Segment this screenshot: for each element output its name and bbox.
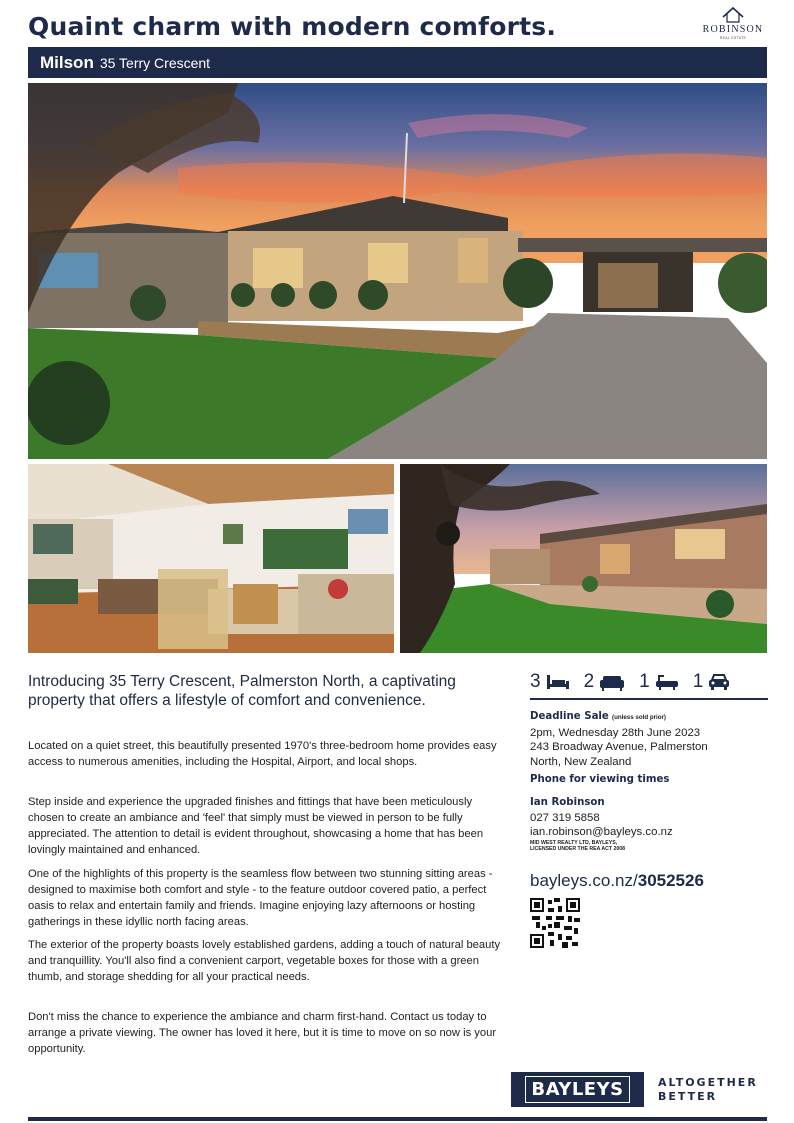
brand-tagline-line1: ALTOGETHER [658, 1076, 758, 1089]
suburb-name: Milson [40, 52, 94, 72]
car-icon [708, 673, 730, 691]
agent-phone[interactable]: 027 319 5858 [530, 811, 600, 824]
house-logo-icon [722, 6, 744, 24]
robinson-logo [694, 6, 772, 42]
description-paragraph: Don't miss the chance to experience the ambiance and charm first-hand. Contact us today to arrange a private viewing. The owner has loved it here, but it is time to move on so now is your opportunity. [28, 1011, 497, 1055]
lounges-count: 2 [583, 671, 595, 692]
sale-time: 2pm, Wednesday 28th June 2023 [530, 726, 701, 739]
qr-code-icon[interactable] [530, 898, 580, 948]
sofa-icon [599, 673, 625, 691]
feature-carparks [693, 671, 731, 693]
sale-address-line2: North, New Zealand [530, 755, 632, 768]
bayleys-logo [511, 1072, 644, 1107]
logo-wordmark: ROBINSON [702, 24, 764, 35]
feature-bathrooms [639, 671, 679, 693]
sale-method: Deadline Sale [530, 711, 609, 722]
address-bar [28, 47, 767, 78]
exterior-front-photo [28, 83, 767, 459]
feature-lounges [584, 671, 626, 693]
bed-icon [546, 673, 570, 691]
sale-details [530, 709, 708, 769]
listing-id: 3052526 [637, 871, 704, 890]
street-address: 35 Terry Crescent [99, 54, 211, 71]
intro-heading: Introducing 35 Terry Crescent, Palmerston North, a captivating property that offers a lifestyle of comfort and convenience. [28, 673, 456, 709]
agent-email[interactable]: ian.robinson@bayleys.co.nz [530, 826, 673, 838]
description-paragraph: The exterior of the property boasts lovely established gardens, adding a touch of natural beauty and tranquillity. You'll also find a convenient carport, vegetable boxes for those with a green thumb, and storage shedding for all your practical needs. [28, 939, 501, 983]
license-line2: LICENSED UNDER THE REA ACT 2008 [530, 846, 626, 852]
agent-details [530, 796, 673, 853]
viewing-note: Phone for viewing times [530, 774, 670, 785]
description-paragraph: Located on a quiet street, this beautifully presented 1970's three-bedroom home provides easy access to numerous amenities, including the Hospital, Airport, and local shops. [28, 740, 497, 768]
description-paragraph: One of the highlights of this property is the seamless flow between two stunning sitting areas - designed to maximise both comfort and style - to the feature outdoor covered patio, a perfect oasis to relax and entertain family and friends. Imagine enjoying lazy afternoons or hosting gatherings in these idyllic north facing areas. [28, 868, 493, 928]
bedrooms-count: 3 [530, 671, 541, 692]
carparks-count: 1 [692, 671, 704, 692]
logo-subtext: REAL ESTATE [719, 36, 747, 40]
license-line1: MID WEST REALTY LTD, BAYLEYS, [530, 839, 618, 846]
bathrooms-count: 1 [639, 671, 650, 692]
footer-divider [28, 1117, 767, 1121]
listing-weblink[interactable] [530, 871, 704, 891]
living-room-photo [28, 464, 394, 653]
bath-icon [655, 673, 679, 691]
description-paragraph: Step inside and experience the upgraded finishes and fittings that have been meticulously chosen to create an ambiance and 'feel' that simply must be viewed in person to be fully appreciated. The attention to detail is evident throughout, showcasing a home that has been lovingly maintained and enhanced. [28, 796, 484, 856]
bayleys-wordmark: BAYLEYS [525, 1076, 629, 1103]
sale-qualifier: (unless sold prior) [612, 714, 666, 721]
features-divider [530, 698, 768, 700]
rear-patio-photo [400, 464, 767, 653]
web-domain: bayleys.co.nz/ [530, 871, 638, 890]
sale-address-line1: 243 Broadway Avenue, Palmerston [530, 741, 708, 753]
agent-name: Ian Robinson [530, 797, 605, 808]
feature-bedrooms [530, 671, 570, 693]
brand-tagline-line2: BETTER [658, 1090, 718, 1103]
page-headline: Quaint charm with modern comforts. [28, 12, 557, 41]
property-features [530, 668, 768, 696]
